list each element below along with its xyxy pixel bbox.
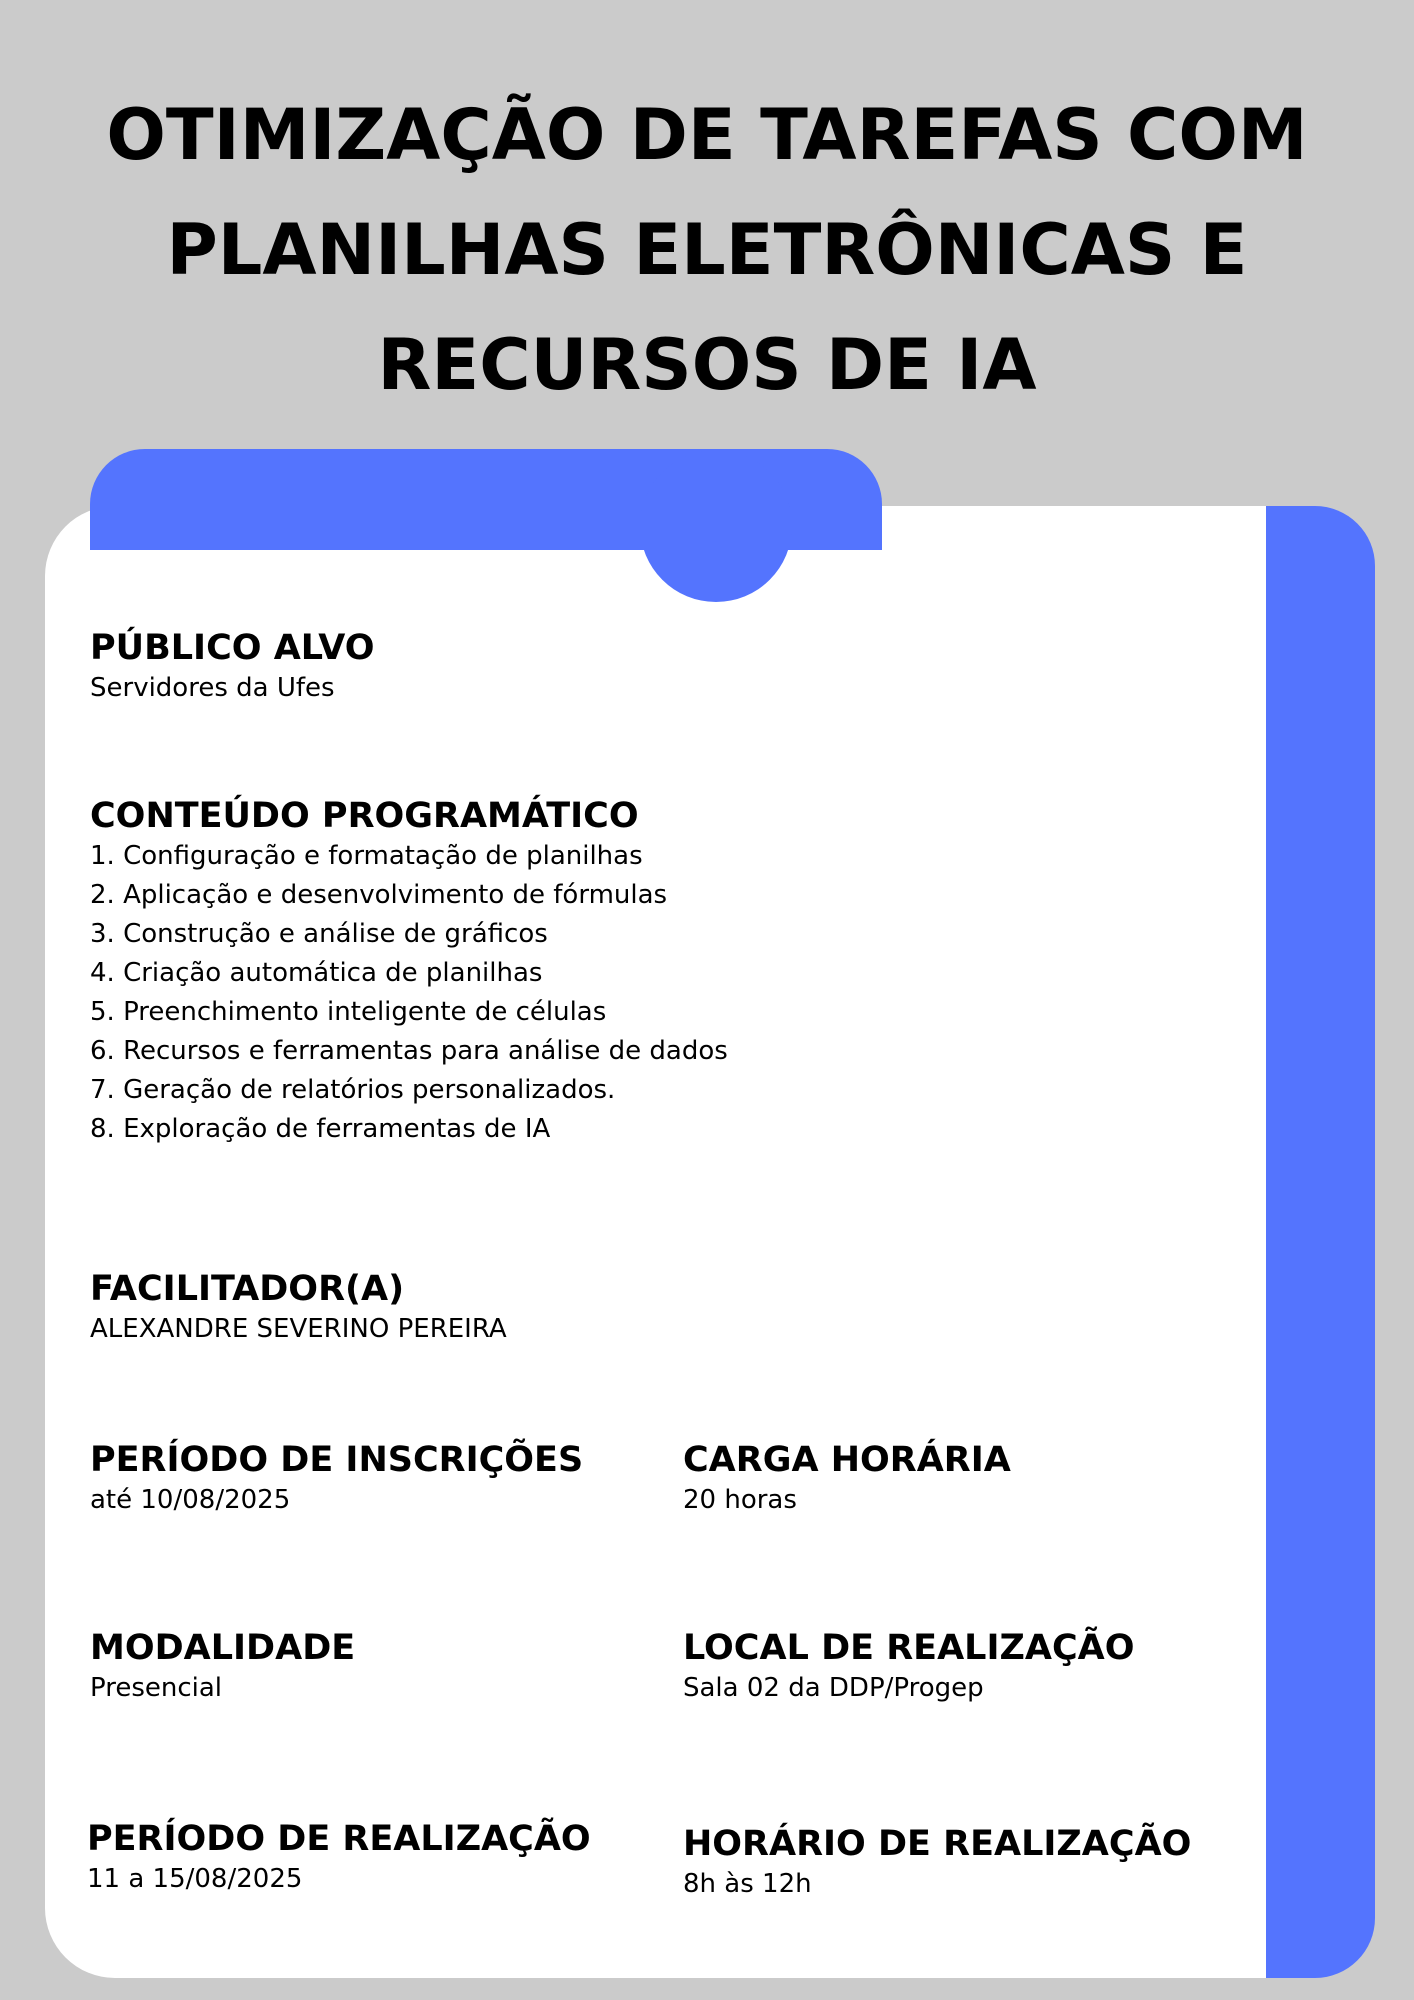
list-item: 4. Criação automática de planilhas	[90, 958, 543, 988]
publico-alvo-heading: PÚBLICO ALVO	[90, 628, 375, 668]
section-publico-alvo	[90, 627, 375, 708]
content-card	[45, 506, 1375, 1978]
list-item: 6. Recursos e ferramentas para análise de dados	[90, 1036, 728, 1066]
horario-value: 8h às 12h	[683, 1869, 812, 1899]
modalidade-value: Presencial	[90, 1673, 223, 1703]
facilitador-heading: FACILITADOR(A)	[90, 1269, 405, 1309]
title-line-3: RECURSOS DE IA	[377, 324, 1037, 406]
publico-alvo-value: Servidores da Ufes	[90, 673, 335, 703]
accent-tab-knob	[640, 450, 792, 602]
section-conteudo-programatico	[90, 795, 728, 1149]
periodo-inscricoes-value: até 10/08/2025	[90, 1485, 291, 1515]
list-item: 2. Aplicação e desenvolvimento de fórmulas	[90, 880, 668, 910]
facilitador-value: ALEXANDRE SEVERINO PEREIRA	[90, 1314, 507, 1344]
section-local	[683, 1627, 1134, 1708]
section-facilitador	[90, 1268, 507, 1349]
carga-horaria-heading: CARGA HORÁRIA	[683, 1440, 1011, 1480]
page-title	[40, 78, 1374, 423]
modalidade-heading: MODALIDADE	[90, 1628, 356, 1668]
accent-side-bar	[1266, 506, 1375, 1978]
title-line-2: PLANILHAS ELETRÔNICAS E	[166, 209, 1248, 291]
title-line-1: OTIMIZAÇÃO DE TAREFAS COM	[106, 94, 1308, 176]
section-carga-horaria	[683, 1439, 1011, 1520]
conteudo-list	[90, 837, 728, 1149]
periodo-realizacao-value: 11 a 15/08/2025	[87, 1864, 303, 1894]
section-periodo-inscricoes	[90, 1439, 583, 1520]
list-item: 8. Exploração de ferramentas de IA	[90, 1114, 551, 1144]
list-item: 7. Geração de relatórios personalizados.	[90, 1075, 616, 1105]
section-horario	[683, 1823, 1191, 1904]
list-item: 3. Construção e análise de gráficos	[90, 919, 548, 949]
horario-heading: HORÁRIO DE REALIZAÇÃO	[683, 1824, 1192, 1864]
section-periodo-realizacao	[87, 1818, 591, 1899]
periodo-realizacao-heading: PERÍODO DE REALIZAÇÃO	[87, 1819, 591, 1859]
periodo-inscricoes-heading: PERÍODO DE INSCRIÇÕES	[90, 1440, 584, 1480]
section-modalidade	[90, 1627, 355, 1708]
conteudo-heading: CONTEÚDO PROGRAMÁTICO	[90, 796, 639, 836]
local-heading: LOCAL DE REALIZAÇÃO	[683, 1628, 1135, 1668]
local-value: Sala 02 da DDP/Progep	[683, 1673, 984, 1703]
list-item: 1. Configuração e formatação de planilhas	[90, 841, 643, 871]
carga-horaria-value: 20 horas	[683, 1485, 797, 1515]
list-item: 5. Preenchimento inteligente de células	[90, 997, 607, 1027]
